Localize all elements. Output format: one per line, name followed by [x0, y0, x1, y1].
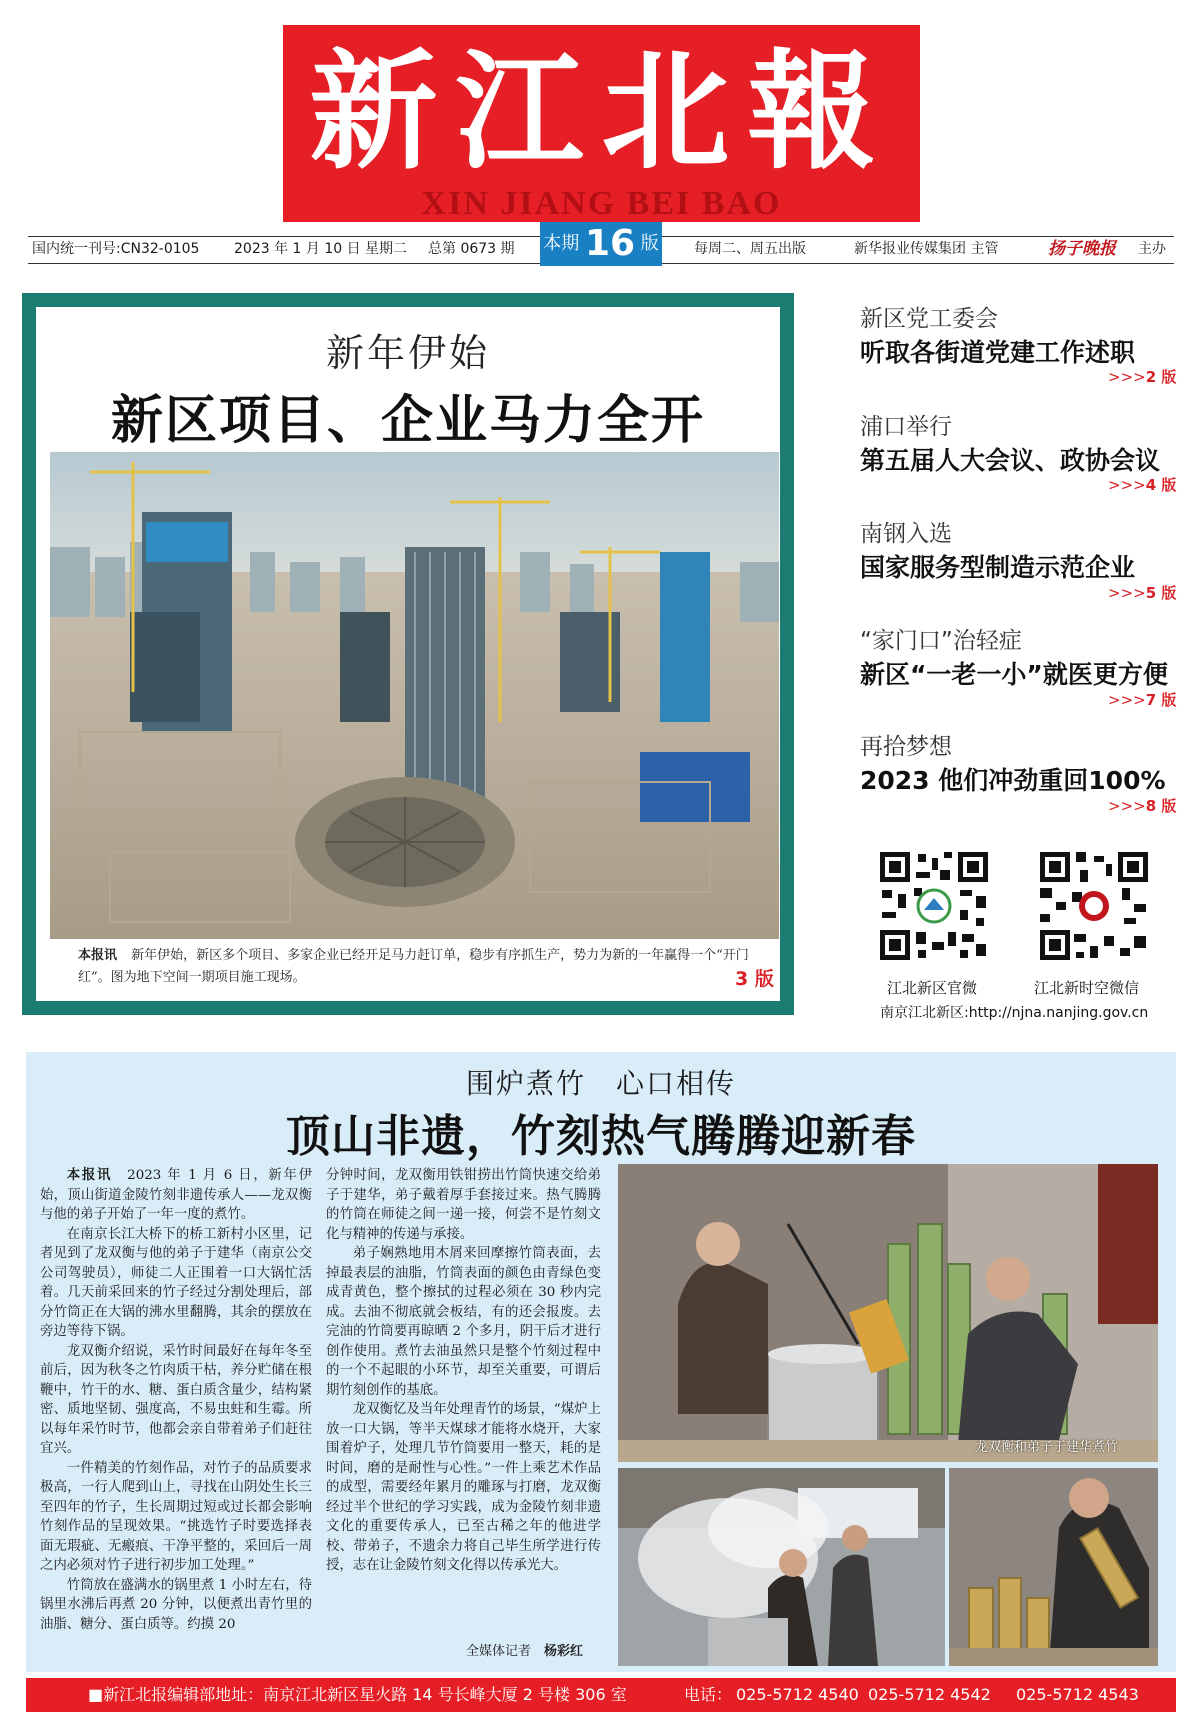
sidebar-headline[interactable]: 国家服务型制造示范企业 [860, 553, 1136, 582]
bamboo-wiping-photo[interactable] [949, 1468, 1158, 1666]
top-story-caption [78, 945, 758, 989]
sidebar-kicker: 南钢入选 [860, 521, 952, 547]
caption-text: 新年伊始，新区多个项目、多家企业已经开足马力赶订单，稳步有序抓生产，势力为新的一年赢得一个“开门红”。图为地下空间一期项目施工现场。 [78, 948, 749, 985]
photo-caption: 龙双衡和弟子于建华煮竹 [975, 1440, 1119, 1455]
masthead-title: 新江北報 [309, 37, 894, 187]
issue-number: 总第 0673 期 [428, 241, 515, 257]
byline: 全媒体记者 杨彩红 [466, 1644, 584, 1659]
sidebar-kicker: 再拾梦想 [860, 734, 952, 760]
masthead-pinyin: XIN JIANG BEI BAO [421, 185, 782, 222]
article-paragraph: 弟子娴熟地用木屑来回摩擦竹筒表面，去掉最表层的油脂，竹筒表面的颜色由青绿色变成青黄色，整个擦拭的过程必须在 30 秒内完成。去油不彻底就会板结，有的还会报废。去完油的竹筒要再晾晒 2 个多月，阴干后才进行创作使用。煮竹去油虽然只是整个竹刻过程中的一个不起眼的小环节，却至关重要，可谓后期竹刻创作的基底。 [326, 1246, 601, 1398]
article-paragraph: 一件精美的竹刻作品，对竹子的品质要求极高，一行人爬到山上，寻找在山阴处生长三至四年的竹子，生长周期过短或过长都会影响竹刻作品的呈现效果。“挑选竹子时要选择表面无瑕疵、无瘢痕、干净平整的，采回后一周之内必须对竹子进行初步加工处理。” [40, 1460, 312, 1573]
issue-date: 2023 年 1 月 10 日 星期二 [234, 241, 408, 257]
edition-suffix: 版 [640, 233, 659, 254]
construction-site-photo[interactable] [50, 452, 779, 939]
schedule: 每周二、周五出版 [694, 241, 806, 257]
sidebar-headline[interactable]: 新区“一老一小”就医更方便 [860, 660, 1168, 689]
bamboo-photo-illustration [618, 1164, 1158, 1462]
edition-number: 16 [584, 223, 636, 264]
sidebar-headline[interactable]: 听取各街道党建工作述职 [860, 338, 1136, 367]
sidebar-page-ref[interactable]: >>>8 版 [1108, 797, 1177, 815]
feature-column-1 [40, 1166, 312, 1646]
edition-badge [540, 222, 662, 266]
feature-headline: 顶山非遗，竹刻热气腾腾迎新春 [286, 1111, 916, 1162]
qr-code-icon[interactable] [876, 848, 992, 964]
top-story-page-ref[interactable]: 3 版 [735, 968, 774, 990]
sidebar-headline[interactable]: 2023 他们冲劲重回100% [860, 766, 1166, 795]
article-paragraph: 本报讯 2023 年 1 月 6 日，新年伊始，顶山街道金陵竹刻非遗传承人——龙双衡与他的弟子开始了一年一度的煮竹。 [40, 1167, 312, 1222]
footer-bar [26, 1678, 1176, 1712]
bamboo-boiling-photo[interactable] [618, 1164, 1158, 1462]
sidebar-page-ref[interactable]: >>>7 版 [1108, 691, 1177, 709]
top-story-kicker: 新年伊始 [325, 331, 490, 375]
sidebar-kicker: 新区党工委会 [860, 306, 998, 332]
masthead [283, 25, 920, 222]
sidebar-page-ref[interactable]: >>>5 版 [1108, 584, 1177, 602]
steam-photo[interactable] [618, 1468, 945, 1666]
footer-phone-label: 电话： [684, 1685, 733, 1704]
qr-label: 江北新区官微 [887, 979, 978, 997]
supervisor: 新华报业传媒集团 主管 [854, 241, 999, 257]
sidebar-page-ref[interactable]: >>>4 版 [1108, 476, 1177, 494]
caption-lead: 本报讯 [78, 948, 118, 963]
footer-phone[interactable]: 025-5712 4543 [1016, 1685, 1139, 1704]
sidebar-page-ref[interactable]: >>>2 版 [1108, 368, 1177, 386]
article-paragraph: 竹筒放在盛满水的锅里煮 1 小时左右，待锅里水沸后再煮 20 分钟，以便煮出青竹里的油脂、糖分、蛋白质等。约摸 20 [40, 1577, 312, 1632]
sponsor-suffix: 主办 [1138, 241, 1166, 257]
sponsor-logo: 扬子晚报 [1048, 239, 1116, 259]
article-paragraph: 在南京长江大桥下的桥工新村小区里，记者见到了龙双衡与他的弟子于建华（南京公交公司驾驶员），师徒二人正围着一口大锅忙活着。几天前采回来的竹子经过分割处理后，部分竹筒正在大锅的沸水里翻腾，其余的摆放在旁边等待下锅。 [40, 1226, 312, 1339]
construction-photo-illustration [50, 452, 779, 939]
sidebar-headline[interactable]: 第五届人大会议、政协会议 [860, 446, 1161, 475]
footer-address: ■新江北报编辑部地址：南京江北新区星火路 14 号长峰大厦 2 号楼 306 室 [88, 1685, 627, 1704]
feature-column-2 [326, 1166, 601, 1622]
top-story-headline: 新区项目、企业马力全开 [110, 391, 705, 451]
steam-photo-illustration [618, 1468, 945, 1666]
article-paragraph: 龙双衡介绍说，采竹时间最好在每年冬至前后，因为秋冬之竹肉质干枯，养分贮储在根鞭中，竹干的水、糖、蛋白质含量少，结构紧密、质地坚韧、强度高，不易虫蛀和生霉。所以每年采竹时节，他都会亲自带着弟子们赶往宜兴。 [40, 1343, 312, 1456]
issn: 国内统一刊号:CN32-0105 [32, 241, 200, 257]
footer-phone[interactable]: 025-5712 4542 [868, 1685, 991, 1704]
sidebar-kicker: “家门口”治轻症 [860, 628, 1022, 654]
edition-prefix: 本期 [543, 233, 580, 254]
website-link[interactable]: 南京江北新区:http://njna.nanjing.gov.cn [880, 1005, 1149, 1021]
bamboo-wiping-illustration [949, 1468, 1158, 1666]
feature-kicker: 围炉煮竹 心口相传 [465, 1067, 736, 1100]
footer-phone[interactable]: 025-5712 4540 [736, 1685, 859, 1704]
article-paragraph: 龙双衡忆及当年处理青竹的场景，“煤炉上放一口大锅，等半天煤球才能将水烧开，大家围着炉子，处理几节竹筒要用一整天，耗的是时间，磨的是耐性与心性。”一件上乘艺术作品的成型，需要经年累月的雕琢与打磨，龙双衡经过半个世纪的学习实践，成为金陵竹刻非遗文化的重要传承人，已至古稀之年的他进学校、带弟子，不遗余力将自己毕生所学进行传授，志在让金陵竹刻文化得以传承光大。 [326, 1402, 601, 1573]
qr-code-icon[interactable] [1036, 848, 1152, 964]
article-paragraph: 分钟时间，龙双衡用铁钳捞出竹筒快速交给弟子于建华，弟子戴着厚手套接过来。热气腾腾的竹筒在师徒之间一递一接，何尝不是竹刻文化与精神的传递与承接。 [326, 1168, 601, 1242]
qr-label: 江北新时空微信 [1034, 979, 1140, 997]
sidebar-kicker: 浦口举行 [860, 414, 952, 440]
